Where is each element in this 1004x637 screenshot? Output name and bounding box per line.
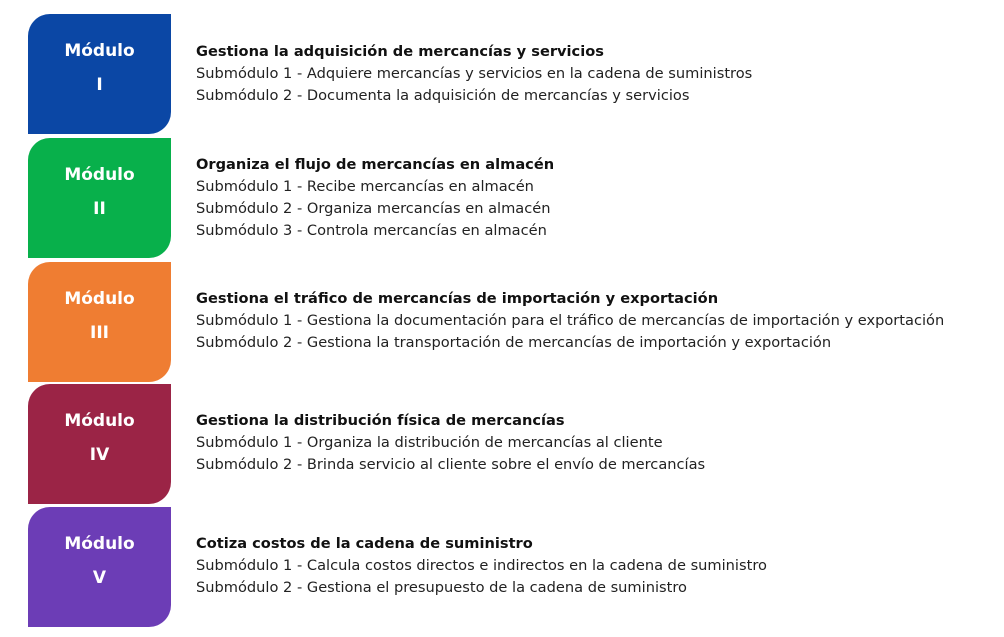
module-badge-numeral: V <box>92 568 107 588</box>
submodule-item: Submódulo 1 - Adquiere mercancías y servicios en la cadena de suministros <box>196 65 753 82</box>
submodule-item: Submódulo 1 - Organiza la distribución de mercancías al cliente <box>196 434 663 451</box>
module-badge-numeral: III <box>90 323 109 343</box>
module-badge-numeral: II <box>93 199 106 219</box>
submodule-item: Submódulo 2 - Brinda servicio al cliente sobre el envío de mercancías <box>196 456 706 473</box>
module-description-2 <box>196 154 554 242</box>
module-badge-label: Módulo <box>64 411 135 431</box>
submodule-item: Submódulo 1 - Calcula costos directos e indirectos en la cadena de suministro <box>196 557 767 574</box>
module-title: Cotiza costos de la cadena de suministro <box>196 535 533 552</box>
module-badge-numeral: IV <box>89 445 110 465</box>
submodule-item: Submódulo 2 - Gestiona el presupuesto de la cadena de suministro <box>196 579 687 596</box>
module-title: Gestiona el tráfico de mercancías de importación y exportación <box>196 290 719 307</box>
submodule-item: Submódulo 1 - Recibe mercancías en almacén <box>196 178 534 195</box>
module-description-5 <box>196 533 767 599</box>
module-description-4 <box>196 410 705 476</box>
module-badge-3 <box>28 262 171 382</box>
submodule-item: Submódulo 2 - Gestiona la transportación de mercancías de importación y exportación <box>196 334 832 351</box>
submodule-item: Submódulo 1 - Gestiona la documentación para el tráfico de mercancías de importación y exportación <box>196 312 945 329</box>
module-badge-label: Módulo <box>64 41 135 61</box>
submodule-item: Submódulo 2 - Documenta la adquisición de mercancías y servicios <box>196 87 690 104</box>
module-description-3 <box>196 288 944 354</box>
module-badge-5 <box>28 507 171 627</box>
module-title: Organiza el flujo de mercancías en almacén <box>196 156 555 173</box>
module-badge-label: Módulo <box>64 289 135 309</box>
module-badge-numeral: I <box>96 75 103 95</box>
module-badge-label: Módulo <box>64 165 135 185</box>
module-title: Gestiona la distribución física de mercancías <box>196 412 565 429</box>
module-badge-2 <box>28 138 171 258</box>
module-description-1 <box>196 41 752 107</box>
module-badge-label: Módulo <box>64 534 135 554</box>
module-badge-1 <box>28 14 171 134</box>
module-title: Gestiona la adquisición de mercancías y servicios <box>196 43 604 60</box>
submodule-item: Submódulo 3 - Controla mercancías en almacén <box>196 222 547 239</box>
submodule-item: Submódulo 2 - Organiza mercancías en almacén <box>196 200 551 217</box>
module-badge-4 <box>28 384 171 504</box>
